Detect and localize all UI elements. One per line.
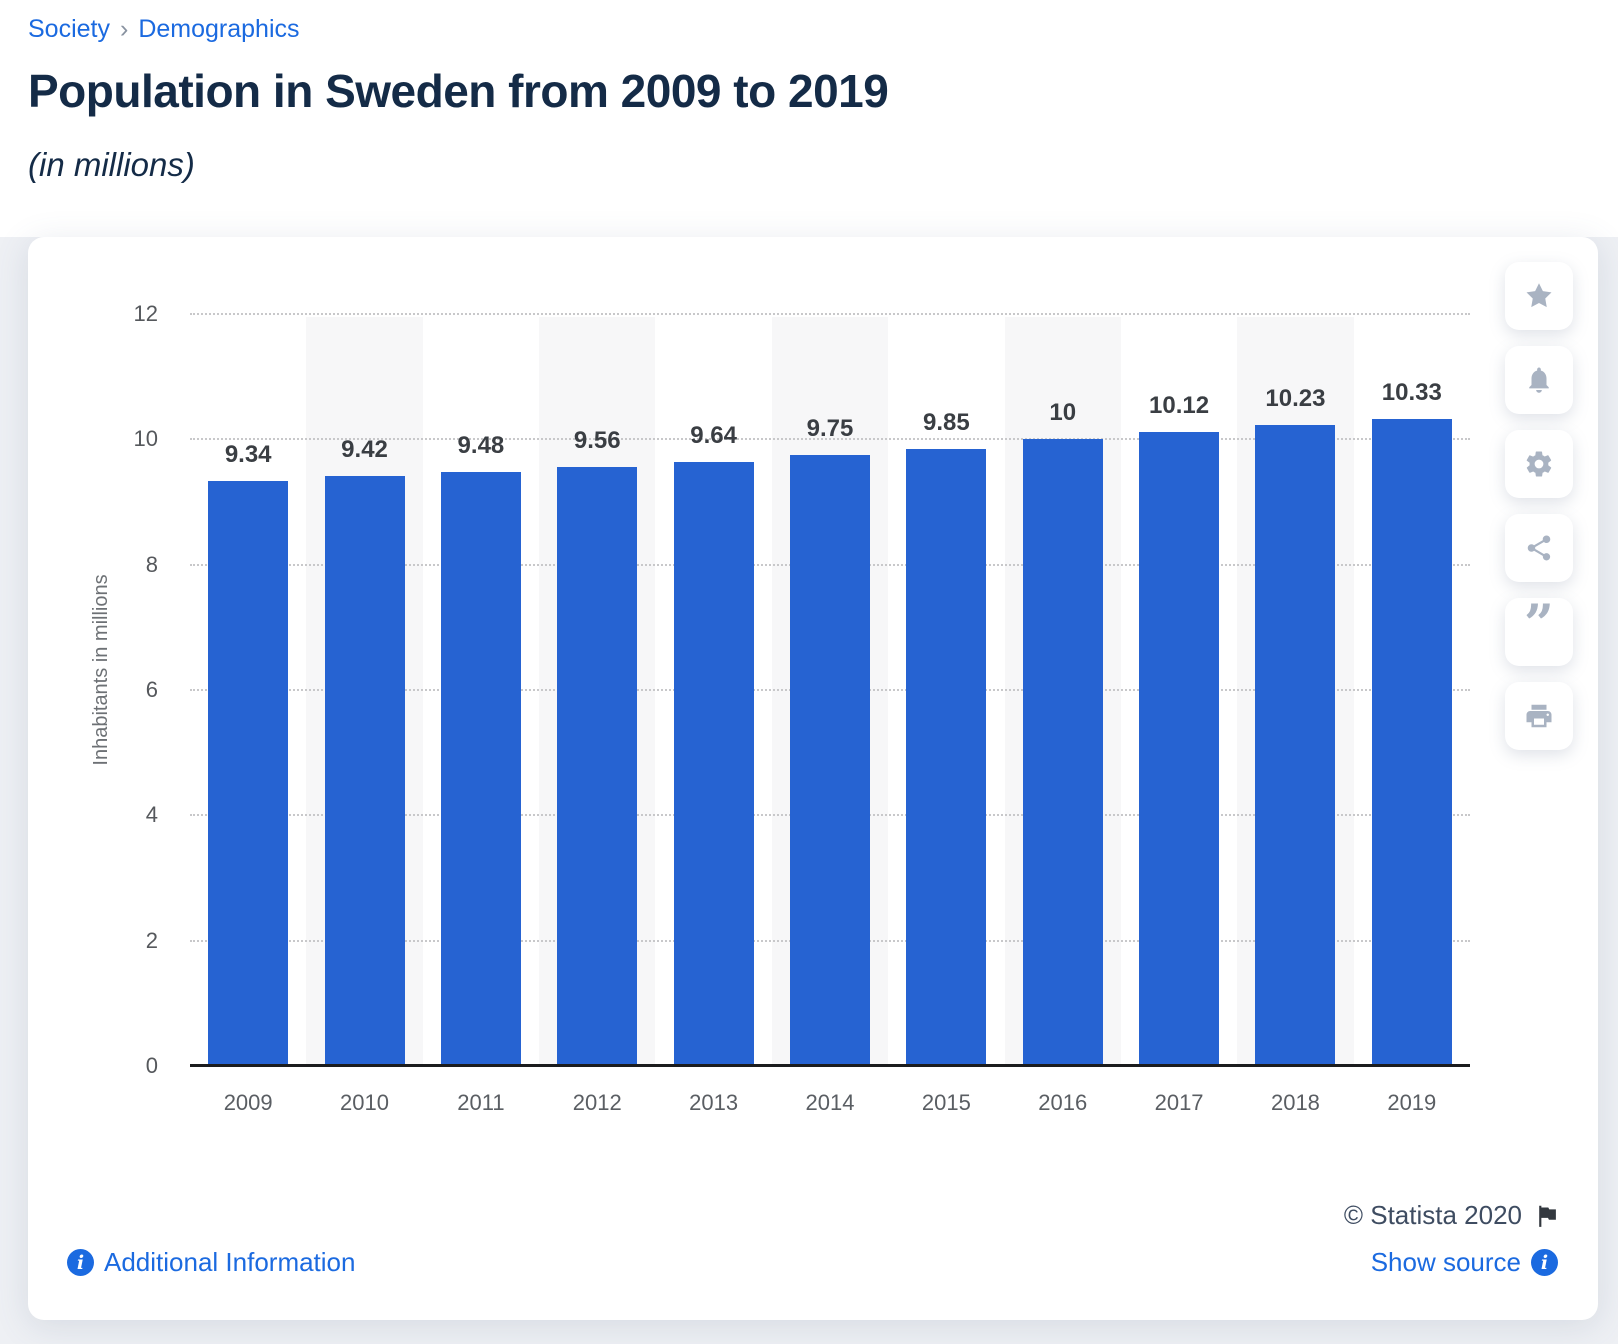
bar-value-label: 10.23	[1265, 384, 1326, 412]
show-source-link[interactable]	[1371, 1247, 1558, 1278]
bar-2010[interactable]	[325, 476, 405, 1066]
additional-information-link[interactable]	[67, 1247, 355, 1278]
y-axis-tick-label: 8	[145, 551, 158, 577]
x-axis-tick-label: 2014	[805, 1090, 855, 1115]
bar-value-label: 9.48	[457, 431, 505, 459]
info-icon: i	[67, 1249, 94, 1276]
x-axis-tick-label: 2013	[689, 1090, 739, 1115]
star-icon	[1524, 281, 1554, 311]
y-axis-tick-label: 0	[145, 1053, 158, 1078]
favorite-button[interactable]	[1505, 262, 1573, 330]
breadcrumb	[28, 12, 1588, 46]
cite-button[interactable]	[1505, 594, 1573, 666]
share-button[interactable]	[1505, 514, 1573, 582]
bar-value-label: 9.56	[573, 426, 621, 454]
copyright-text: © Statista 2020	[1343, 1200, 1522, 1230]
bar-value-label: 9.85	[923, 408, 970, 436]
settings-button[interactable]	[1505, 430, 1573, 498]
bar-2017[interactable]	[1139, 432, 1219, 1066]
bar-value-label: 10.12	[1149, 391, 1210, 419]
x-axis-tick-label: 2019	[1387, 1090, 1437, 1115]
x-axis-tick-label: 2012	[572, 1090, 622, 1115]
flag-icon	[1534, 1203, 1560, 1229]
page-title: Population in Sweden from 2009 to 2019	[28, 65, 889, 117]
additional-information-label: Additional Information	[104, 1247, 356, 1277]
y-axis-tick-label: 12	[133, 300, 158, 326]
bar-value-label: 10.33	[1381, 378, 1442, 406]
bar-2012[interactable]	[557, 467, 637, 1066]
breadcrumb-separator: ›	[119, 15, 129, 43]
copyright	[1344, 1200, 1560, 1231]
bar-value-label: 9.34	[224, 440, 272, 468]
info-icon: i	[1531, 1249, 1558, 1276]
page-header	[28, 12, 1588, 184]
gear-icon	[1524, 449, 1554, 479]
x-axis-tick-label: 2015	[921, 1090, 971, 1115]
chart-card	[28, 237, 1598, 1320]
x-axis-tick-label: 2009	[223, 1090, 273, 1115]
print-icon	[1524, 701, 1554, 731]
bar-2018[interactable]	[1255, 425, 1335, 1066]
bell-icon	[1524, 365, 1554, 395]
share-icon	[1524, 533, 1554, 563]
y-axis-tick-label: 2	[145, 927, 158, 953]
x-axis-tick-label: 2010	[340, 1090, 389, 1115]
x-axis-tick-label: 2011	[457, 1090, 505, 1115]
y-axis-title: Inhabitants in millions	[90, 574, 112, 766]
y-gridline	[190, 313, 1470, 315]
breadcrumb-link-demographics[interactable]: Demographics	[138, 15, 300, 43]
print-button[interactable]	[1505, 682, 1573, 750]
bar-2014[interactable]	[790, 455, 870, 1066]
bar-value-label: 9.42	[341, 435, 388, 463]
bar-2016[interactable]	[1023, 439, 1103, 1066]
page-subtitle: (in millions)	[28, 146, 195, 183]
y-axis-tick-label: 4	[145, 802, 158, 828]
bar-2019[interactable]	[1372, 419, 1452, 1066]
bar-value-label: 9.64	[690, 421, 737, 449]
x-axis-line	[190, 1064, 1470, 1067]
y-axis-tick-label: 10	[133, 426, 158, 452]
x-axis-tick-label: 2016	[1038, 1090, 1088, 1115]
bar-2011[interactable]	[441, 472, 521, 1066]
bar-2015[interactable]	[906, 449, 986, 1066]
bar-2013[interactable]	[674, 462, 754, 1066]
bar-value-label: 9.75	[806, 414, 854, 442]
notifications-button[interactable]	[1505, 346, 1573, 414]
show-source-label: Show source	[1370, 1247, 1521, 1277]
report-flag-button[interactable]	[1534, 1203, 1560, 1229]
quote-icon: ”	[1524, 594, 1554, 655]
y-axis-tick-label: 6	[145, 676, 158, 702]
breadcrumb-link-society[interactable]: Society	[28, 15, 110, 43]
bar-value-label: 10	[1049, 399, 1077, 427]
x-axis-tick-label: 2018	[1270, 1090, 1320, 1115]
bar-2009[interactable]	[208, 481, 288, 1066]
x-axis-tick-label: 2017	[1154, 1090, 1204, 1115]
bar-chart	[28, 237, 1598, 1157]
